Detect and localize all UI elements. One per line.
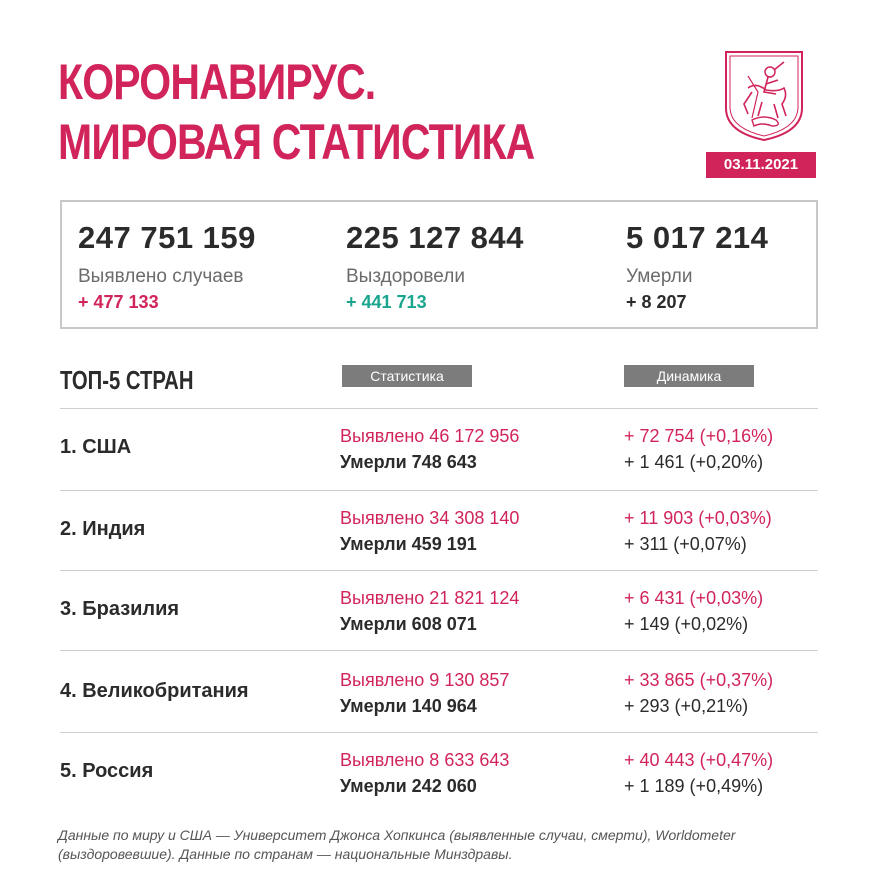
title-line-2: МИРОВАЯ СТАТИСТИКА	[58, 114, 535, 170]
country-deaths: Умерли 748 643	[340, 452, 477, 472]
country-cases: Выявлено 9 130 857	[340, 670, 510, 690]
world-summary-panel	[60, 200, 818, 329]
deaths-delta: + 8 207	[626, 292, 687, 312]
country-deaths: Умерли 242 060	[340, 776, 477, 796]
cases-total: 247 751 159	[78, 220, 256, 255]
row-divider	[60, 490, 818, 491]
country-cases: Выявлено 46 172 956	[340, 426, 520, 446]
column-header-dynamics: Динамика	[624, 365, 754, 387]
country-cases-delta: + 11 903 (+0,03%)	[624, 508, 772, 528]
title-line-1: КОРОНАВИРУС.	[58, 54, 376, 110]
country-deaths-delta: + 1 189 (+0,49%)	[624, 776, 764, 796]
row-divider	[60, 408, 818, 409]
table-row	[60, 734, 818, 814]
country-deaths-delta: + 311 (+0,07%)	[624, 534, 747, 554]
country-cases: Выявлено 34 308 140	[340, 508, 520, 528]
country-cases: Выявлено 8 633 643	[340, 750, 510, 770]
country-name: 2. Индия	[60, 518, 146, 540]
country-deaths: Умерли 608 071	[340, 614, 477, 634]
row-divider	[60, 650, 818, 651]
table-row	[60, 492, 818, 572]
country-name: 1. США	[60, 436, 132, 458]
recovered-label: Выздоровели	[346, 266, 465, 287]
deaths-label: Умерли	[626, 266, 693, 287]
table-row	[60, 572, 818, 652]
recovered-total: 225 127 844	[346, 220, 524, 255]
country-deaths: Умерли 459 191	[340, 534, 477, 554]
table-row	[60, 654, 818, 734]
country-cases-delta: + 33 865 (+0,37%)	[624, 670, 774, 690]
summary-deaths	[626, 220, 768, 313]
page-title	[58, 52, 534, 172]
date-badge: 03.11.2021	[706, 152, 816, 178]
recovered-delta: + 441 713	[346, 292, 427, 312]
deaths-total: 5 017 214	[626, 220, 769, 255]
country-deaths: Умерли 140 964	[340, 696, 477, 716]
country-cases-delta: + 72 754 (+0,16%)	[624, 426, 774, 446]
country-cases-delta: + 6 431 (+0,03%)	[624, 588, 764, 608]
column-header-statistics: Статистика	[342, 365, 472, 387]
row-divider	[60, 570, 818, 571]
cases-delta: + 477 133	[78, 292, 159, 312]
country-deaths-delta: + 293 (+0,21%)	[624, 696, 749, 716]
summary-cases	[78, 220, 256, 313]
summary-recovered	[346, 220, 524, 313]
country-name: 5. Россия	[60, 760, 154, 782]
top5-heading: ТОП-5 СТРАН	[60, 365, 194, 395]
cases-label: Выявлено случаев	[78, 266, 244, 287]
country-deaths-delta: + 149 (+0,02%)	[624, 614, 749, 634]
country-cases: Выявлено 21 821 124	[340, 588, 520, 608]
row-divider	[60, 732, 818, 733]
country-cases-delta: + 40 443 (+0,47%)	[624, 750, 774, 770]
country-name: 3. Бразилия	[60, 598, 180, 620]
source-footnote: Данные по миру и США — Университет Джонса Хопкинса (выявленные случаи, смерти), Worldometer (выздоровевшие). Данные по странам — национальные Минздравы.	[58, 827, 736, 862]
table-row	[60, 410, 818, 490]
country-name: 4. Великобритания	[60, 680, 249, 702]
country-deaths-delta: + 1 461 (+0,20%)	[624, 452, 764, 472]
moscow-coat-of-arms-icon	[722, 48, 806, 144]
